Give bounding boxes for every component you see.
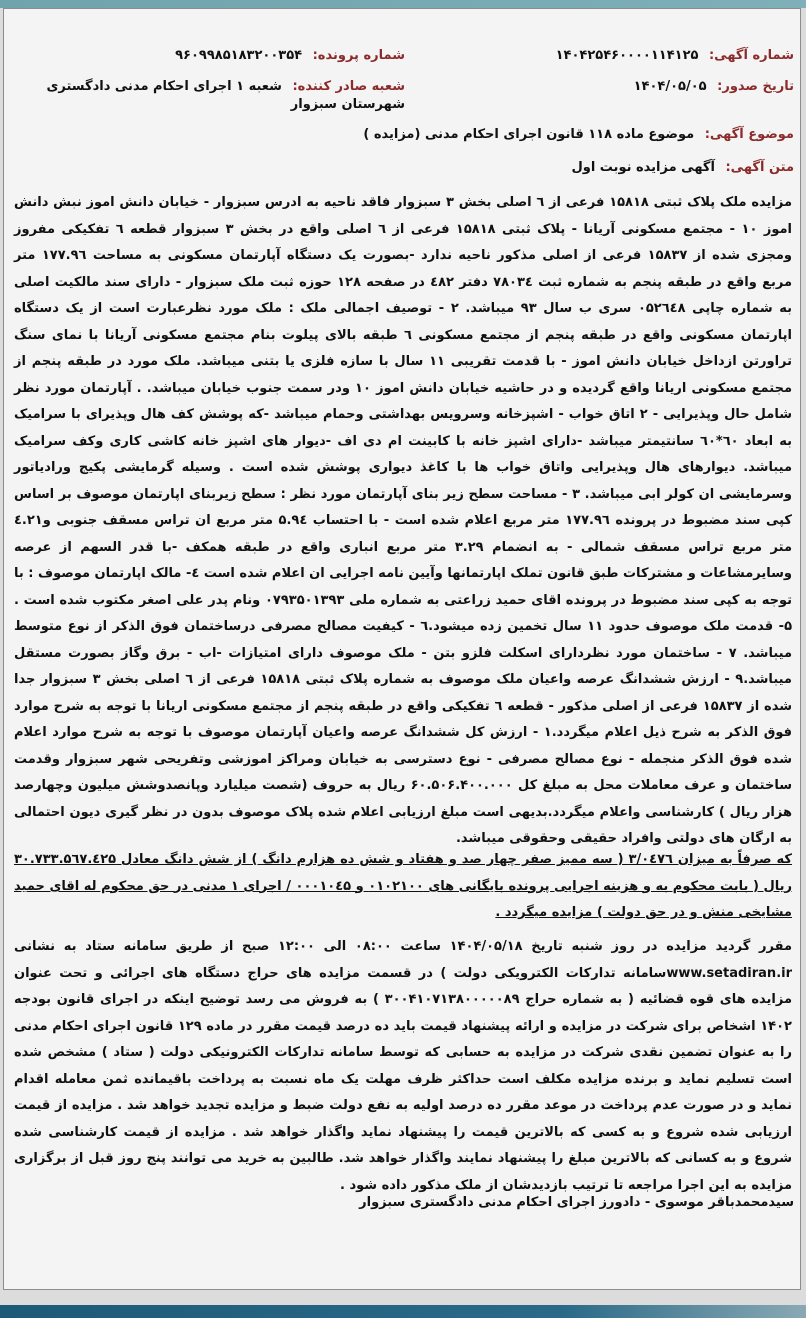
subject-value: موضوع ماده ۱۱۸ قانون اجرای احکام مدنی (مزایده ) <box>363 127 695 142</box>
ad-text-label: متن آگهی: <box>725 160 794 175</box>
issuer-field <box>12 78 405 114</box>
issue-date-field <box>414 78 794 96</box>
top-bar <box>0 0 806 8</box>
ad-text-field <box>12 159 794 177</box>
issuer-value: شعبه ۱ اجرای احکام مدنی دادگستری شهرستان سبزوار <box>46 79 405 112</box>
subject-field <box>12 126 794 144</box>
case-number-field <box>12 47 405 65</box>
case-number-label: شماره پرونده: <box>312 48 405 63</box>
ad-number-field <box>414 47 794 65</box>
issue-date-value: ۱۴۰۴/۰۵/۰۵ <box>633 79 707 94</box>
auction-terms: مقرر گردید مزایده در روز شنبه تاریخ ۱۴۰۴/۰۵/۱۸ ساعت ۰۸:۰۰ الی ۱۲:۰۰ صبح از طریق سامانه ستاد به نشانی www.setadiran.irسامانه تدارکات الکترویکی دولت ) در قسمت مزایده های حراج دستگاه های اجرائی و تحت عنوان مزایده های قوه قضائیه ( به شماره حراج ۳۰۰۴۱۰۷۱۳۸۰۰۰۰۰۸۹ ) به فروش می رسد توضیح اینکه در اجرای قانون بودجه ۱۴۰۲ اشخاص برای شرکت در مزایده و ارائه پیشنهاد قیمت باید ده درصد قیمت مقرر در ماده ۱۲۹ قانون اجرای احکام مدنی را به عنوان تضمین نقدی شرکت در مزایده به حسابی که توسط سامانه تدارکات الکترونیکی دولت ( ستاد ) مشخص شده است تسلیم نماید و برنده مزایده مکلف است حداکثر ظرف مهلت یک ماه نسبت به پرداخت باقیمانده ثمن معامله اقدام نماید و در صورت عدم پرداخت در موعد مقرر ده درصد اولیه به نفع دولت ضبط و مزایده تجدید خواهد شد . مزایده از قیمت ارزیابی شده شروع و به کسی که بالاترین قیمت را پیشنهاد نماید واگذار خواهد شد . مزایده از قیمت کارشناسی شده شروع و به کسانی که بالاترین مبلغ را پیشنهاد نمایند واگذار خواهد شد. طالبین به خرید می توانند پنج روز قبل از برگزاری مزایده به این اجرا مراجعه تا ترتیب بازدیدشان از ملک مذکور داده شود . <box>14 939 792 1193</box>
case-number-value: ۹۶۰۹۹۸۵۱۸۳۲۰۰۳۵۴ <box>175 48 303 63</box>
bottom-bar <box>0 1305 806 1318</box>
issuer-label: شعبه صادر کننده: <box>292 79 405 94</box>
ad-detail-panel <box>3 8 801 1290</box>
ad-number-value: ۱۴۰۴۲۵۴۶۰۰۰۰۱۱۴۱۲۵ <box>555 48 699 63</box>
subject-label: موضوع آگهی: <box>704 127 794 142</box>
issue-date-label: تاریخ صدور: <box>717 79 794 94</box>
signature: سیدمحمدباقر موسوی - دادورز اجرای احکام مدنی دادگستری سبزوار <box>359 1195 794 1210</box>
ad-number-label: شماره آگهی: <box>708 48 794 63</box>
auction-share-statement: که صرفاً به میزان ۳/۰٤۷٦ ( سه ممیز صفر چهار صد و هفتاد و شش ده هزارم دانگ ) از شش دانگ معادل ۳۰.۷۳۳.۵٦۷.٤۲۵ ریال ( بابت محکوم به و هزینه اجرایی پرونده بایگانی های ۰۱۰۲۱۰۰ و ۰۰۰۱۰٤۵ / اجرای ۱ مدنی در حق محکوم له اقای حمید مشایخی منش و در حق دولت ) مزایده میگردد . <box>14 852 793 920</box>
ad-text-title: آگهی مزایده نوبت اول <box>571 160 715 175</box>
property-description: مزایده ملک پلاک ثبتی ۱۵۸۱۸ فرعی از ٦ اصلی بخش ۳ سبزوار فاقد ناحیه به ادرس سبزوار - خیابان دانش اموز نبش دانش اموز ۱۰ - مجتمع مسکونی آریانا - پلاک ثبتی ۱۵۸۱۸ فرعی از ٦ اصلی واقع در بخش ۳ سبزوار قطعه ٦ تفکیکی مفروز ومجزی شده از ۱۵۸۳۷ فرعی از اصلی مذکور ناحیه ندارد -بصورت یک دستگاه آپارتمان مسکونی به مساحت ۱۷۷.۹٦ متر مربع واقع در طبقه پنجم به شماره ثبت ۷۸۰۳٤ دفتر ٤۸۲ در صفحه ۱۲۸ حوزه ثبت ملک سبزوار - دارای سند مالکیت اصلی به شماره چاپی ۰۵۲٦٤۸ سری ب سال ۹۳ میباشد. ۲ - توصیف اجمالی ملک : ملک مورد نظرعبارت است از یک دستگاه اپارتمان مسکونی واقع در طبقه پنجم از مجتمع مسکونی ٦ طبقه بالای پیلوت بنام مجتمع مسکونی آریانا با نمای سنگ تراورتن ازداخل خیابان دانش اموز - با قدمت تقریبی ۱۱ سال با سازه فلزی یا بتنی میباشد. ملک مورد در طبقه پنجم از مجتمع مسکونی اریانا واقع گردیده و در حاشیه خیابان دانش اموز ۱۰ ودر سمت جنوب خیابان میباشد. . آپارتمان مورد نظر شامل حال وپذیرایی - ۲ اتاق خواب - اشپزخانه وسرویس بهداشتی وحمام میباشد -که پوشش کف هال وپذیرای با سرامیک به ابعاد ٦۰*٦۰ سانتیمتر میباشد -دارای اشپز خانه با کابینت ام دی اف -دیوار های اشپز خانه کاشی کاری وکف سرامیک میباشد. دیوارهای هال وپذیرایی واتاق خواب ها با کاغذ دیواری پوشش شده است . وسیله گرمایشی پکیج ورادیاتور وسرمایشی ان کولر ابی میباشد. ۳ - مساحت سطح زیر بنای آپارتمان مورد نظر : سطح زیربنای اپارتمان موصوف بر اساس کپی سند مضبوط در پرونده ۱۷۷.۹٦ متر مربع اعلام شده است - با احتساب ۵.۹٤ متر مربع ان تراس مسقف جنوبی و٤.۲۱ متر مربع تراس مسقف شمالی - به انضمام ۳.۲۹ متر مربع انباری واقع در طبقه همکف -با قدر السهم از عرصه وسایرمشاعات و مشترکات طبق قانون تملک اپارتمانها وآیین نامه اجرایی ان اعلام شده است ٤- مالک اپارتمان موصوف : با توجه به کپی سند مضبوط در پرونده اقای حمید زراعتی به شماره ملی ۰۷۹۳۵۰۱۳۹۳ ونام پدر علی اصغر مکتوب شده است . ۵- قدمت ملک موصوف حدود ۱۱ سال تخمین زده میشود.٦ - کیفیت مصالح مصرفی درساختمان فوق الذکر از نوع متوسط میباشد. ۷ - ساختمان مورد نظردارای اسکلت فلزو بتن - ملک موصوف دارای امتیازات -اب - برق وگاز بصورت مستقل میباشد.۹ - ارزش ششدانگ عرصه واعیان ملک موصوف به شماره پلاک ثبتی ۱۵۸۱۸ فرعی از ٦ اصلی بخش ۳ سبزوار جدا شده از ۱۵۸۳۷ فرعی از اصلی مذکور - قطعه ٦ تفکیکی واقع در طبقه پنجم از مجتمع مسکونی اریانا با توجه به شرح موارد فوق الذکر به شرح ذیل اعلام میگردد.۱ - ارزش کل ششدانگ عرصه واعیان آپارتمان موصوف با توجه به شرح موارد اعلام شده فوق الذکر منجمله - نوع مصالح مصرفی - نوع دسترسی به خیابان ومراکز اموزشی وتفریحی شهر سبزوار وقدمت ساختمان و عرف معاملات محل به مبلغ کل ۶۰.۵۰۶.۴۰۰.۰۰۰ ریال به حروف (شصت میلیارد وپانصدوشش میلیون وچهارصد هزار ریال ) کارشناسی واعلام میگردد.بدیهی است مبلغ ارزیابی اعلام شده پلاک موصوف بدون در نظر گیری دیون احتمالی به ارگان های دولتی وافراد حقیقی وحقوقی میباشد. <box>14 195 793 846</box>
